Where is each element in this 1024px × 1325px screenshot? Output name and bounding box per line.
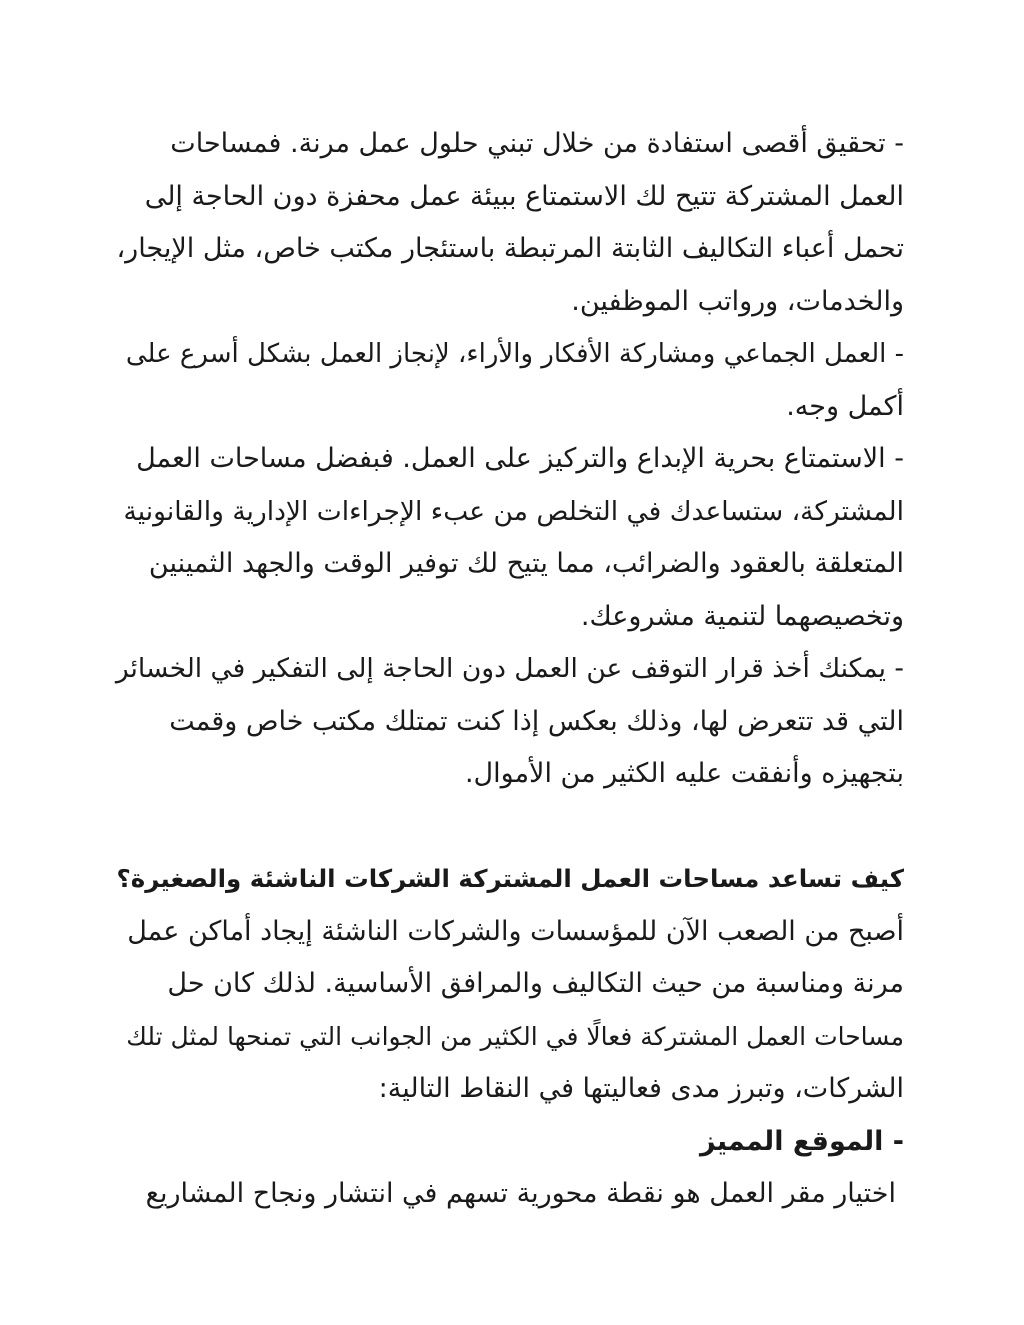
paragraph-line: اختيار مقر العمل هو نقطة محورية تسهم في انتشار ونجاح المشاريع <box>145 1178 896 1209</box>
paragraph-line: والخدمات، ورواتب الموظفين. <box>571 285 904 317</box>
paragraph-line: أصبح من الصعب الآن للمؤسسات والشركات الناشئة إيجاد أماكن عمل <box>127 915 904 947</box>
paragraph-line: - العمل الجماعي ومشاركة الأفكار والأراء، لإنجاز العمل بشكل أسرع على <box>125 339 904 369</box>
paragraph-line: المتعلقة بالعقود والضرائب، مما يتيح لك توفير الوقت والجهد الثمينين <box>148 548 904 579</box>
paragraph-line: مرنة ومناسبة من حيث التكاليف والمرافق الأساسية. لذلك كان حل <box>167 968 904 999</box>
sub-heading: - الموقع المميز <box>700 1125 904 1157</box>
document-page <box>114 118 904 1221</box>
paragraph-line: أكمل وجه. <box>786 390 904 422</box>
paragraph-line: بتجهيزه وأنفقت عليه الكثير من الأموال. <box>464 758 904 789</box>
paragraph-line: الشركات، وتبرز مدى فعاليتها في النقاط التالية: <box>378 1073 904 1104</box>
paragraph-line: المشتركة، ستساعدك في التخلص من عبء الإجراءات الإدارية والقانونية <box>123 495 904 527</box>
paragraph-line: وتخصيصهما لتنمية مشروعك. <box>580 600 904 632</box>
section-heading: كيف تساعد مساحات العمل المشتركة الشركات الناشئة والصغيرة؟ <box>116 864 904 893</box>
paragraph-line: - تحقيق أقصى استفادة من خلال تبني حلول عمل مرنة. فمساحات <box>170 128 904 159</box>
paragraph-line: مساحات العمل المشتركة فعالًا في الكثير من الجوانب التي تمنحها لمثل تلك <box>126 1021 904 1051</box>
paragraph-line: التي قد تتعرض لها، وذلك بعكس إذا كنت تمتلك مكتب خاص وقمت <box>169 705 904 737</box>
paragraph-line: - يمكنك أخذ قرار التوقف عن العمل دون الحاجة إلى التفكير في الخسائر <box>115 653 904 684</box>
paragraph-line: - الاستمتاع بحرية الإبداع والتركيز على العمل. فبفضل مساحات العمل <box>136 443 904 474</box>
paragraph-line: العمل المشتركة تتيح لك الاستمتاع ببيئة عمل محفزة دون الحاجة إلى <box>144 180 904 212</box>
paragraph-spacer <box>114 801 904 854</box>
paragraph-line: تحمل أعباء التكاليف الثابتة المرتبطة باستئجار مكتب خاص، مثل الإيجار، <box>116 233 904 264</box>
